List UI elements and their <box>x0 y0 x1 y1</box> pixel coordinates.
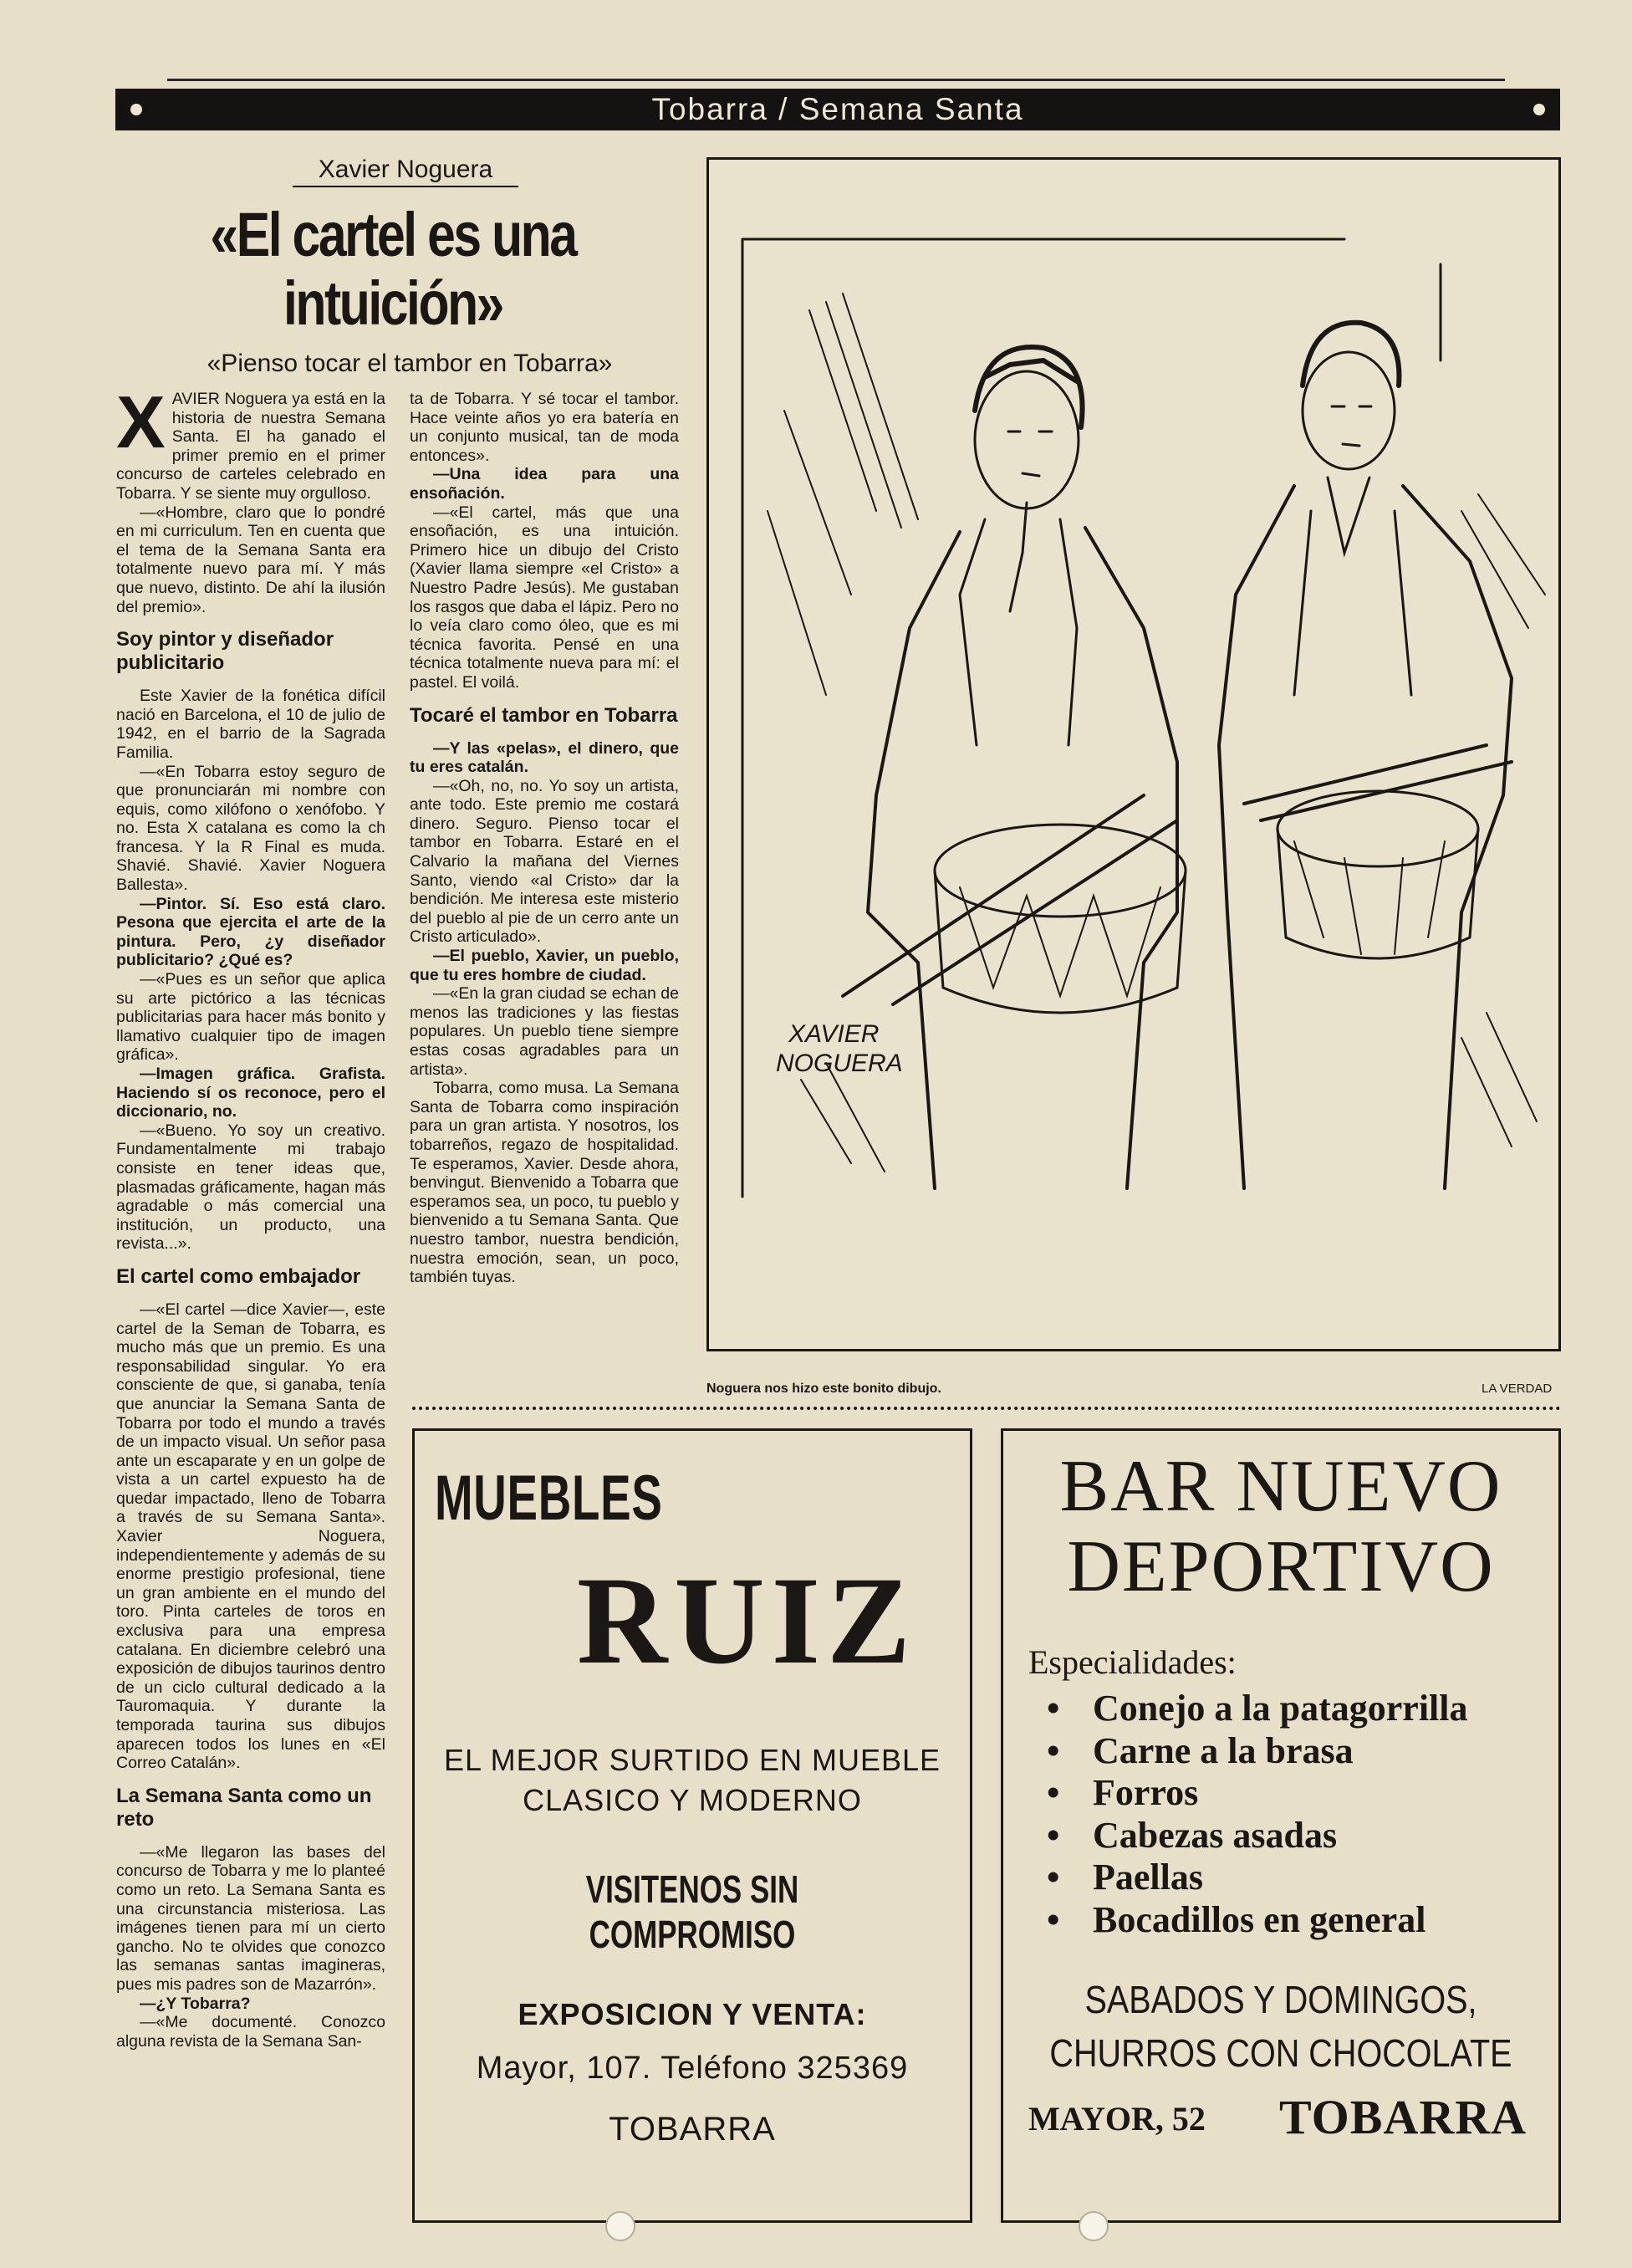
headline-line-2: intuición» <box>283 268 502 338</box>
photo-credit: LA VERDAD <box>1482 1382 1553 1396</box>
paragraph: —«Oh, no, no. Yo soy un artista, ante todo. Este premio me costará dinero. Seguro. Pienso tocar el tambor en Tobarra. Estaré en el Calvario la mañana del Viernes Santo, viendo «al Cristo» dar la bendición. Me interesa este misterio del pueblo al pie de un cerro ante un Cristo articulado». <box>410 776 679 947</box>
ad-ruiz-slogan-2: CLASICO Y MODERNO <box>523 1783 862 1817</box>
byline: Xavier Noguera <box>293 156 518 187</box>
ad-bar-specialties-list <box>1047 1688 1468 1941</box>
section-heading: Soy pintor y diseñador publicitario <box>116 628 334 675</box>
ad-bar-title-2: DEPORTIVO <box>1067 1526 1495 1607</box>
paragraph: —«En la gran ciudad se echan de menos las tradiciones y las fiestas populares. Un pueblo tiene siempre estas cosas agradables para un artista». <box>410 984 679 1079</box>
ad-ruiz-expo: EXPOSICION Y VENTA: <box>518 1997 867 2031</box>
artist-signature: NOGUERA <box>776 1050 903 1077</box>
bullet-icon <box>130 104 142 115</box>
punch-hole <box>1079 2211 1109 2241</box>
paragraph: —«Me documenté. Conozco alguna revista de la Semana San- <box>116 2013 385 2051</box>
punch-hole <box>605 2211 635 2241</box>
list-item: • Cabezas asadas <box>1047 1815 1468 1857</box>
list-item: • Carne a la brasa <box>1047 1730 1468 1773</box>
ad-bar-title-1: BAR NUEVO <box>1059 1446 1502 1527</box>
subheadline: «Pienso tocar el tambor en Tobarra» <box>207 350 613 377</box>
paragraph: —«Pues es un señor que aplica su arte pictórico a las técnicas publicitarias para hacer más bonito y llamativo cualquier tipo de imagen gráfica». <box>116 970 385 1065</box>
ad-ruiz-address: Mayor, 107. Teléfono 325369 <box>476 2051 909 2086</box>
interview-question: —Imagen gráfica. Grafista. Haciendo sí os reconoce, pero el diccionario, no. <box>116 1065 385 1121</box>
ad-ruiz-town: TOBARRA <box>609 2111 776 2148</box>
headline <box>174 201 613 338</box>
article-column-2 <box>410 390 679 1287</box>
list-item: • Forros <box>1047 1772 1468 1815</box>
ad-ruiz-brand: RUIZ <box>577 1551 918 1690</box>
section-heading: La Semana Santa como un reto <box>116 1784 372 1831</box>
list-item: • Bocadillos en general <box>1047 1899 1468 1942</box>
image-caption: Noguera nos hizo este bonito dibujo. <box>706 1382 941 1396</box>
ad-ruiz-category: MUEBLES <box>435 1463 663 1534</box>
drummers-illustration <box>706 157 1561 1351</box>
paragraph: —«El cartel, más que una ensoñación, es una intuición. Primero hice un dibujo del Cristo (Xavier llama siempre «el Cristo» a Nuestro Padre Jesús). Me gustaban los rasgos que daba el lápiz. Pero no lo veía claro como óleo, que es mi técnica favorita. Pensé en una técnica totalmente nueva para mí: el pastel. El voilá. <box>410 503 679 692</box>
paragraph: XAVIER Noguera ya está en la historia de nuestra Semana Santa. El ha ganado el primer premio en el primer concurso de carteles celebrado en Tobarra. Y se siente muy orgulloso. <box>116 381 385 503</box>
ad-bar-address: MAYOR, 52 <box>1028 2100 1206 2138</box>
drop-cap: X <box>116 381 166 463</box>
interview-question: —Una idea para una ensoñación. <box>410 465 679 503</box>
interview-question: —Pintor. Sí. Eso está claro. Pesona que ejercita el arte de la pintura. Pero, ¿y diseñador publicitario? ¿Qué es? <box>116 894 385 970</box>
paragraph: Tobarra, como musa. La Semana Santa de Tobarra como inspiración para un gran artista. Y nosotros, los tobarreños, regazo de hospitalidad. Te esperamos, Xavier. Desde ahora, benvingut. Bienvenido a Tobarra que esperamos sea, un poco, tu pueblo y bienvenido a tu Semana Santa. Que nuestro tambor, nuestra bendición, nuestra emoción, sean, un poco, también tuyas. <box>410 1079 679 1287</box>
ad-bar-weekend-2: CHURROS CON CHOCOLATE <box>1049 2031 1512 2075</box>
list-item: • Paellas <box>1047 1857 1468 1899</box>
paragraph: —«En Tobarra estoy seguro de que pronunciarán mi nombre con equis, como xilófono o xenófobo. Y no. Esta X catalana es como la ch francesa. Y la R Final es muda. Shavié. Shavié. Xavier Noguera Ballesta». <box>116 762 385 895</box>
ad-ruiz-cta: VISITENOS SIN COMPROMISO <box>585 1867 799 1956</box>
paragraph: Este Xavier de la fonética difícil nació en Barcelona, el 10 de julio de 1942, en el barrio de la Sagrada Familia. <box>116 687 385 762</box>
ad-ruiz-slogan-1: EL MEJOR SURTIDO EN MUEBLE <box>443 1743 941 1777</box>
artist-signature: XAVIER <box>788 1020 880 1048</box>
section-header <box>115 89 1560 130</box>
headline-line-1: «El cartel es una <box>210 200 576 269</box>
sketch-drawing <box>709 160 1558 1349</box>
article-column-1 <box>116 381 385 2051</box>
dotted-divider <box>412 1407 1561 1410</box>
paragraph: —«El cartel —dice Xavier—, este cartel de la Seman de Tobarra, es mucho más que un premio. Es una responsabilidad singular. Yo era consciente de que, si ganaba, tenía que anunciar la Semana Santa de Tobarra por todo el mundo a través de un impacto visual. Un señor pasa ante un escaparate y en un golpe de vista a un cartel expuesto ha de quedar impactado, lleno de Tobarra a través de su Semana Santa». Xavier Noguera, independientemente y además de su enorme prestigio profesional, tiene un gran ambiente en el mundo del toro. Pinta carteles de toros en exclusiva para una empresa catalana. En diciembre celebró una exposición de dibujos taurinos dentro de un ciclo cultural dedicado a la Tauromaquia. Y durante la temporada taurina sus dibujos aparecen todos los lunes en «El Correo Catalán». <box>116 1300 385 1773</box>
interview-question: —¿Y Tobarra? <box>140 1994 251 2013</box>
ad-bar-weekend-1: SABADOS Y DOMINGOS, <box>1084 1978 1477 2021</box>
ad-muebles-ruiz <box>412 1428 972 2223</box>
interview-question: —El pueblo, Xavier, un pueblo, que tu eres hombre de ciudad. <box>410 947 679 984</box>
list-item: • Conejo a la patagorrilla <box>1047 1688 1468 1730</box>
paragraph: —«Hombre, claro que lo pondré en mi curriculum. Ten en cuenta que el tema de la Semana Santa era totalmente nuevo para mí. Y más que nuevo, distinto. De ahí la ilusión del premio». <box>116 503 385 616</box>
bullet-icon <box>1533 104 1545 115</box>
paragraph: —«Me llegaron las bases del concurso de Tobarra y me lo planteé como un reto. La Semana Santa es una circunstancia misteriosa. Las imágenes tienen para mí un cierto gancho. No te olvides que conozco las semanas santas imagineras, pues mis padres son de Mazarrón». <box>116 1842 385 1994</box>
paragraph: —«Bueno. Yo soy un creativo. Fundamentalmente mi trabajo consiste en tener ideas que, plasmadas gráficamente, hagan más agradable o más comercial una institución, un producto, una revista...». <box>116 1121 385 1254</box>
ad-bar-town: TOBARRA <box>1279 2090 1527 2144</box>
section-title: Tobarra / Semana Santa <box>651 92 1024 126</box>
header-rule <box>167 79 1505 81</box>
section-heading: El cartel como embajador <box>116 1264 361 1288</box>
section-heading: Tocaré el tambor en Tobarra <box>410 703 678 727</box>
interview-question: —Y las «pelas», el dinero, que tu eres catalán. <box>410 738 679 777</box>
paragraph: ta de Tobarra. Y sé tocar el tambor. Hace veinte años yo era batería en un conjunto musical, tan de moda entonces». <box>410 390 679 465</box>
ad-bar-specialties-label: Especialidades: <box>1028 1643 1237 1681</box>
